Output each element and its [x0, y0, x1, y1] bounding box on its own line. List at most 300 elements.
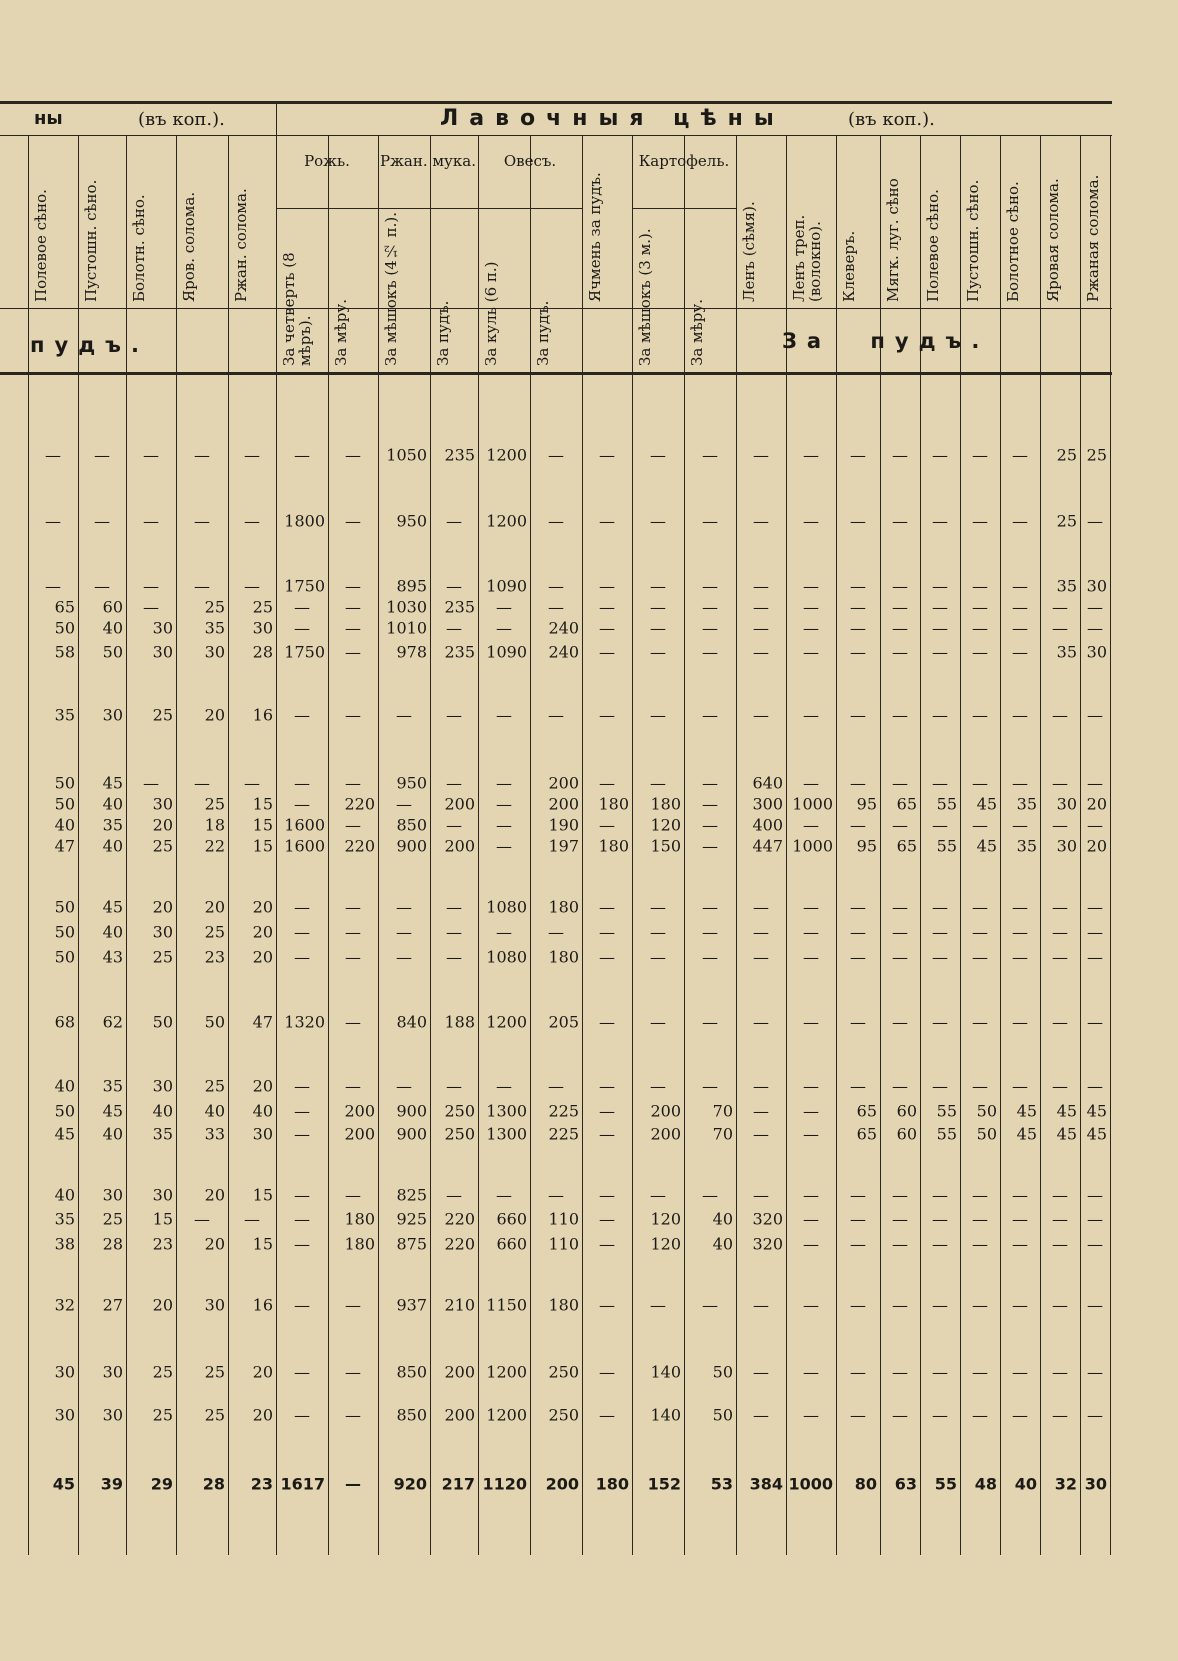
table-cell: — — [548, 922, 564, 942]
table-cell: 240 — [548, 618, 579, 638]
table-cell: — — [892, 1295, 908, 1315]
table-cell: — — [446, 897, 462, 917]
table-cell: — — [1052, 705, 1068, 725]
table-cell: — — [803, 705, 819, 725]
table-cell: — — [548, 511, 564, 531]
table-cell: 50 — [54, 947, 75, 967]
table-cell: 58 — [54, 642, 75, 662]
table-cell: — — [345, 1076, 361, 1096]
table-cell: 225 — [548, 1124, 579, 1144]
table-cell: — — [702, 1012, 718, 1032]
table-cell: 937 — [396, 1295, 427, 1315]
table-cell: 1000 — [792, 836, 833, 856]
table-cell: — — [892, 597, 908, 617]
table-cell: 235 — [444, 597, 475, 617]
table-cell: — — [94, 576, 110, 596]
table-cell: — — [496, 922, 512, 942]
table-cell: 1030 — [386, 597, 427, 617]
table-cell: 250 — [548, 1362, 579, 1382]
table-cell: 20 — [204, 1234, 225, 1254]
table-cell: — — [702, 815, 718, 835]
table-cell: — — [194, 576, 210, 596]
table-cell: — — [753, 1124, 769, 1144]
table-cell: 850 — [396, 1405, 427, 1425]
table-cell: — — [599, 445, 615, 465]
table-cell: — — [599, 922, 615, 942]
table-cell: — — [599, 1209, 615, 1229]
table-cell: 205 — [548, 1012, 579, 1032]
table-cell: 30 — [1056, 794, 1077, 814]
right-header-unit: (въ коп.). — [848, 109, 935, 130]
column-header: Ржаная солома. — [1084, 174, 1102, 302]
column-header: Мягк. луг. сѣно — [884, 178, 902, 302]
table-cell: 23 — [152, 1234, 173, 1254]
table-cell: — — [345, 445, 361, 465]
table-cell: — — [396, 794, 412, 814]
total-cell: 1120 — [482, 1474, 527, 1494]
table-cell: — — [599, 705, 615, 725]
table-cell: — — [1052, 1076, 1068, 1096]
table-cell: 1080 — [486, 947, 527, 967]
table-cell: — — [1052, 897, 1068, 917]
table-cell: 1200 — [486, 511, 527, 531]
table-cell: 875 — [396, 1234, 427, 1254]
table-cell: — — [702, 1185, 718, 1205]
table-cell: — — [702, 773, 718, 793]
table-cell: 65 — [856, 1124, 877, 1144]
table-cell: 60 — [896, 1101, 917, 1121]
column-header: За пудъ. — [434, 300, 452, 366]
table-cell: — — [294, 1362, 310, 1382]
total-cell: 384 — [749, 1474, 783, 1494]
table-cell: 25 — [204, 922, 225, 942]
table-cell: 1150 — [486, 1295, 527, 1315]
table-cell: — — [94, 445, 110, 465]
table-cell: — — [803, 815, 819, 835]
table-cell: — — [650, 445, 666, 465]
table-cell: — — [194, 773, 210, 793]
total-cell: 39 — [100, 1474, 123, 1494]
table-cell: — — [650, 1076, 666, 1096]
table-cell: 1300 — [486, 1124, 527, 1144]
table-cell: — — [850, 922, 866, 942]
table-cell: — — [446, 1185, 462, 1205]
column-header: Полевое сѣно. — [924, 189, 942, 302]
table-cell: 45 — [1016, 1124, 1037, 1144]
table-cell: 190 — [548, 815, 579, 835]
table-cell: 1320 — [284, 1012, 325, 1032]
table-cell: — — [932, 705, 948, 725]
table-cell: 30 — [102, 1405, 123, 1425]
table-cell: — — [1087, 1012, 1103, 1032]
table-cell: — — [1087, 1362, 1103, 1382]
table-cell: — — [1012, 1012, 1028, 1032]
table-cell: — — [753, 1295, 769, 1315]
table-cell: — — [850, 1362, 866, 1382]
table-cell: 180 — [650, 794, 681, 814]
table-cell: 220 — [444, 1209, 475, 1229]
table-cell: — — [396, 897, 412, 917]
table-cell: 40 — [54, 1185, 75, 1205]
table-cell: — — [892, 897, 908, 917]
table-cell: 30 — [1056, 836, 1077, 856]
table-cell: — — [599, 618, 615, 638]
table-cell: 30 — [152, 794, 173, 814]
table-cell: — — [143, 597, 159, 617]
table-cell: — — [599, 1234, 615, 1254]
table-cell: 23 — [204, 947, 225, 967]
table-cell: 50 — [54, 773, 75, 793]
table-cell: 25 — [102, 1209, 123, 1229]
table-cell: — — [892, 1234, 908, 1254]
table-cell: 447 — [752, 836, 783, 856]
total-cell: 32 — [1054, 1474, 1077, 1494]
table-cell: — — [1087, 815, 1103, 835]
table-cell: 40 — [204, 1101, 225, 1121]
table-cell: — — [1087, 597, 1103, 617]
table-cell: 180 — [548, 947, 579, 967]
table-cell: — — [972, 815, 988, 835]
table-cell: 50 — [54, 794, 75, 814]
table-cell: — — [932, 511, 948, 531]
table-cell: — — [892, 511, 908, 531]
table-cell: — — [294, 618, 310, 638]
table-cell: — — [803, 1101, 819, 1121]
table-cell: — — [972, 511, 988, 531]
table-cell: 1090 — [486, 576, 527, 596]
table-cell: — — [892, 576, 908, 596]
table-cell: — — [650, 705, 666, 725]
table-cell: — — [892, 815, 908, 835]
table-cell: 30 — [152, 1185, 173, 1205]
table-cell: — — [1052, 1012, 1068, 1032]
table-cell: 35 — [54, 705, 75, 725]
column-header: Яровая солома. — [1044, 178, 1062, 302]
column-header: Пустошн. сѣно. — [82, 179, 100, 302]
table-cell: 95 — [856, 794, 877, 814]
table-cell: — — [244, 445, 260, 465]
table-cell: — — [850, 445, 866, 465]
table-cell: 200 — [650, 1124, 681, 1144]
table-cell: 45 — [976, 794, 997, 814]
table-cell: 55 — [936, 794, 957, 814]
table-cell: — — [599, 1101, 615, 1121]
table-cell: — — [972, 597, 988, 617]
table-cell: — — [1012, 1076, 1028, 1096]
table-cell: 45 — [102, 897, 123, 917]
puds-bottom-rule — [0, 372, 1112, 375]
table-cell: — — [1012, 773, 1028, 793]
table-cell: — — [294, 1295, 310, 1315]
table-cell: — — [932, 1234, 948, 1254]
table-cell: 32 — [54, 1295, 75, 1315]
table-cell: — — [548, 576, 564, 596]
table-cell: 250 — [548, 1405, 579, 1425]
table-cell: 68 — [54, 1012, 75, 1032]
table-cell: 950 — [396, 773, 427, 793]
table-cell: — — [650, 597, 666, 617]
table-cell: 16 — [252, 1295, 273, 1315]
table-cell: 240 — [548, 642, 579, 662]
table-cell: — — [345, 815, 361, 835]
table-cell: — — [932, 773, 948, 793]
table-cell: — — [753, 511, 769, 531]
table-cell: 50 — [712, 1362, 733, 1382]
total-cell: 29 — [150, 1474, 173, 1494]
table-cell: — — [702, 1295, 718, 1315]
table-cell: 45 — [1056, 1101, 1077, 1121]
table-cell: 220 — [444, 1234, 475, 1254]
table-cell: 35 — [1016, 836, 1037, 856]
table-cell: — — [599, 947, 615, 967]
table-cell: 47 — [252, 1012, 273, 1032]
table-cell: 110 — [548, 1209, 579, 1229]
group-header: Рожь. — [304, 152, 350, 170]
group-rule — [378, 208, 478, 209]
table-cell: — — [932, 947, 948, 967]
table-cell: — — [45, 576, 61, 596]
table-cell: — — [892, 618, 908, 638]
table-cell: — — [1052, 1295, 1068, 1315]
table-cell: — — [345, 705, 361, 725]
table-cell: — — [702, 947, 718, 967]
table-cell: 15 — [252, 836, 273, 856]
table-cell: — — [496, 705, 512, 725]
table-cell: — — [972, 1295, 988, 1315]
table-cell: 950 — [396, 511, 427, 531]
table-cell: 40 — [102, 922, 123, 942]
table-cell: — — [650, 511, 666, 531]
table-cell: — — [396, 1076, 412, 1096]
left-header-title: ны — [34, 108, 63, 129]
table-cell: 110 — [548, 1234, 579, 1254]
table-cell: — — [850, 1012, 866, 1032]
table-cell: — — [1087, 618, 1103, 638]
table-cell: — — [803, 618, 819, 638]
table-cell: 300 — [752, 794, 783, 814]
table-cell: — — [345, 642, 361, 662]
table-cell: 235 — [444, 445, 475, 465]
table-cell: — — [599, 897, 615, 917]
table-cell: 25 — [1086, 445, 1107, 465]
table-cell: 30 — [102, 1185, 123, 1205]
table-cell: — — [850, 1185, 866, 1205]
table-cell: — — [1012, 576, 1028, 596]
table-cell: 200 — [650, 1101, 681, 1121]
table-cell: 180 — [548, 897, 579, 917]
table-cell: — — [45, 445, 61, 465]
table-cell: 40 — [102, 1124, 123, 1144]
table-cell: 200 — [344, 1101, 375, 1121]
table-cell: — — [294, 1124, 310, 1144]
table-cell: — — [932, 922, 948, 942]
table-cell: — — [1087, 922, 1103, 942]
table-cell: 25 — [1056, 511, 1077, 531]
table-cell: — — [345, 947, 361, 967]
column-header: За четверть (8 мѣръ). — [280, 252, 314, 366]
table-cell: — — [548, 705, 564, 725]
table-cell: — — [650, 1295, 666, 1315]
table-cell: — — [932, 815, 948, 835]
table-cell: — — [548, 445, 564, 465]
table-cell: 20 — [1086, 836, 1107, 856]
total-cell: 1617 — [280, 1474, 325, 1494]
total-cell: 30 — [1084, 1474, 1107, 1494]
table-cell: — — [850, 815, 866, 835]
table-cell: — — [599, 597, 615, 617]
table-cell: 15 — [152, 1209, 173, 1229]
table-cell: 210 — [444, 1295, 475, 1315]
table-cell: — — [599, 815, 615, 835]
table-cell: 15 — [252, 1185, 273, 1205]
table-cell: — — [446, 922, 462, 942]
table-cell: — — [972, 773, 988, 793]
table-cell: — — [932, 1405, 948, 1425]
table-cell: — — [972, 1076, 988, 1096]
table-cell: 25 — [152, 1405, 173, 1425]
column-header: За куль (6 п.) — [482, 261, 500, 366]
table-cell: 70 — [712, 1124, 733, 1144]
table-cell: — — [548, 1185, 564, 1205]
table-cell: — — [496, 815, 512, 835]
table-cell: — — [753, 618, 769, 638]
table-cell: 30 — [152, 1076, 173, 1096]
table-cell: 20 — [152, 1295, 173, 1315]
table-cell: — — [345, 1405, 361, 1425]
table-cell: 1200 — [486, 445, 527, 465]
table-cell: 180 — [598, 794, 629, 814]
table-cell: 40 — [102, 836, 123, 856]
table-cell: 40 — [712, 1234, 733, 1254]
table-cell: — — [1052, 1405, 1068, 1425]
table-cell: — — [850, 642, 866, 662]
table-cell: 35 — [152, 1124, 173, 1144]
table-cell: 200 — [548, 773, 579, 793]
table-cell: — — [446, 618, 462, 638]
table-cell: — — [972, 618, 988, 638]
table-cell: 20 — [204, 1185, 225, 1205]
table-cell: — — [850, 773, 866, 793]
table-cell: — — [345, 618, 361, 638]
table-cell: — — [850, 1234, 866, 1254]
table-cell: — — [446, 576, 462, 596]
table-cell: — — [850, 897, 866, 917]
table-cell: 200 — [444, 836, 475, 856]
table-cell: 20 — [204, 705, 225, 725]
table-cell: 45 — [102, 1101, 123, 1121]
table-cell: — — [850, 576, 866, 596]
table-cell: — — [446, 947, 462, 967]
table-cell: — — [803, 1405, 819, 1425]
table-cell: — — [294, 1185, 310, 1205]
table-cell: — — [892, 1405, 908, 1425]
table-cell: — — [345, 773, 361, 793]
table-cell: — — [803, 511, 819, 531]
table-cell: — — [932, 1362, 948, 1382]
table-cell: — — [1052, 597, 1068, 617]
table-cell: 30 — [204, 642, 225, 662]
table-cell: 40 — [102, 618, 123, 638]
table-cell: 20 — [252, 1405, 273, 1425]
table-cell: — — [803, 1295, 819, 1315]
table-cell: — — [1012, 511, 1028, 531]
table-cell: — — [294, 773, 310, 793]
table-cell: 660 — [496, 1234, 527, 1254]
column-rule — [1110, 135, 1111, 1555]
table-cell: — — [599, 1076, 615, 1096]
table-cell: 250 — [444, 1101, 475, 1121]
table-cell: — — [294, 1405, 310, 1425]
total-cell: 55 — [934, 1474, 957, 1494]
table-cell: — — [850, 1405, 866, 1425]
total-cell: 63 — [894, 1474, 917, 1494]
column-header: Полевое сѣно. — [32, 189, 50, 302]
table-cell: — — [446, 511, 462, 531]
table-cell: 35 — [1056, 642, 1077, 662]
table-cell: 45 — [1016, 1101, 1037, 1121]
table-cell: 35 — [204, 618, 225, 638]
table-cell: — — [599, 1012, 615, 1032]
left-puds-label: пудъ. — [30, 333, 149, 357]
table-cell: — — [1087, 897, 1103, 917]
group-rule — [276, 208, 378, 209]
table-cell: — — [496, 597, 512, 617]
total-cell: 920 — [393, 1474, 427, 1494]
column-header: Ячмень за пудъ. — [586, 172, 604, 302]
table-cell: — — [972, 642, 988, 662]
table-cell: 15 — [252, 1234, 273, 1254]
table-cell: — — [143, 773, 159, 793]
table-cell: 25 — [152, 705, 173, 725]
table-cell: — — [548, 1076, 564, 1096]
table-cell: 25 — [204, 794, 225, 814]
table-cell: — — [850, 1295, 866, 1315]
table-cell: — — [599, 642, 615, 662]
table-cell: 65 — [856, 1101, 877, 1121]
table-cell: — — [1087, 1185, 1103, 1205]
table-cell: — — [1012, 618, 1028, 638]
table-cell: 235 — [444, 642, 475, 662]
table-cell: — — [803, 1209, 819, 1229]
table-cell: 900 — [396, 1124, 427, 1144]
table-cell: 1600 — [284, 815, 325, 835]
table-cell: — — [345, 576, 361, 596]
column-header: Яров. солома. — [180, 191, 198, 302]
table-cell: — — [972, 1405, 988, 1425]
table-cell: 1200 — [486, 1362, 527, 1382]
table-cell: — — [702, 511, 718, 531]
table-cell: 200 — [548, 794, 579, 814]
table-cell: — — [294, 922, 310, 942]
table-cell: — — [972, 705, 988, 725]
table-cell: 200 — [444, 794, 475, 814]
table-cell: — — [1052, 922, 1068, 942]
total-cell: 23 — [250, 1474, 273, 1494]
table-cell: 120 — [650, 1209, 681, 1229]
table-cell: — — [753, 1405, 769, 1425]
table-cell: 900 — [396, 836, 427, 856]
table-cell: — — [1012, 947, 1028, 967]
table-cell: 38 — [54, 1234, 75, 1254]
table-cell: — — [294, 445, 310, 465]
table-cell: — — [972, 947, 988, 967]
table-cell: 22 — [204, 836, 225, 856]
table-cell: 60 — [896, 1124, 917, 1144]
table-cell: — — [244, 773, 260, 793]
table-cell: — — [650, 576, 666, 596]
table-cell: — — [244, 511, 260, 531]
table-cell: — — [850, 947, 866, 967]
